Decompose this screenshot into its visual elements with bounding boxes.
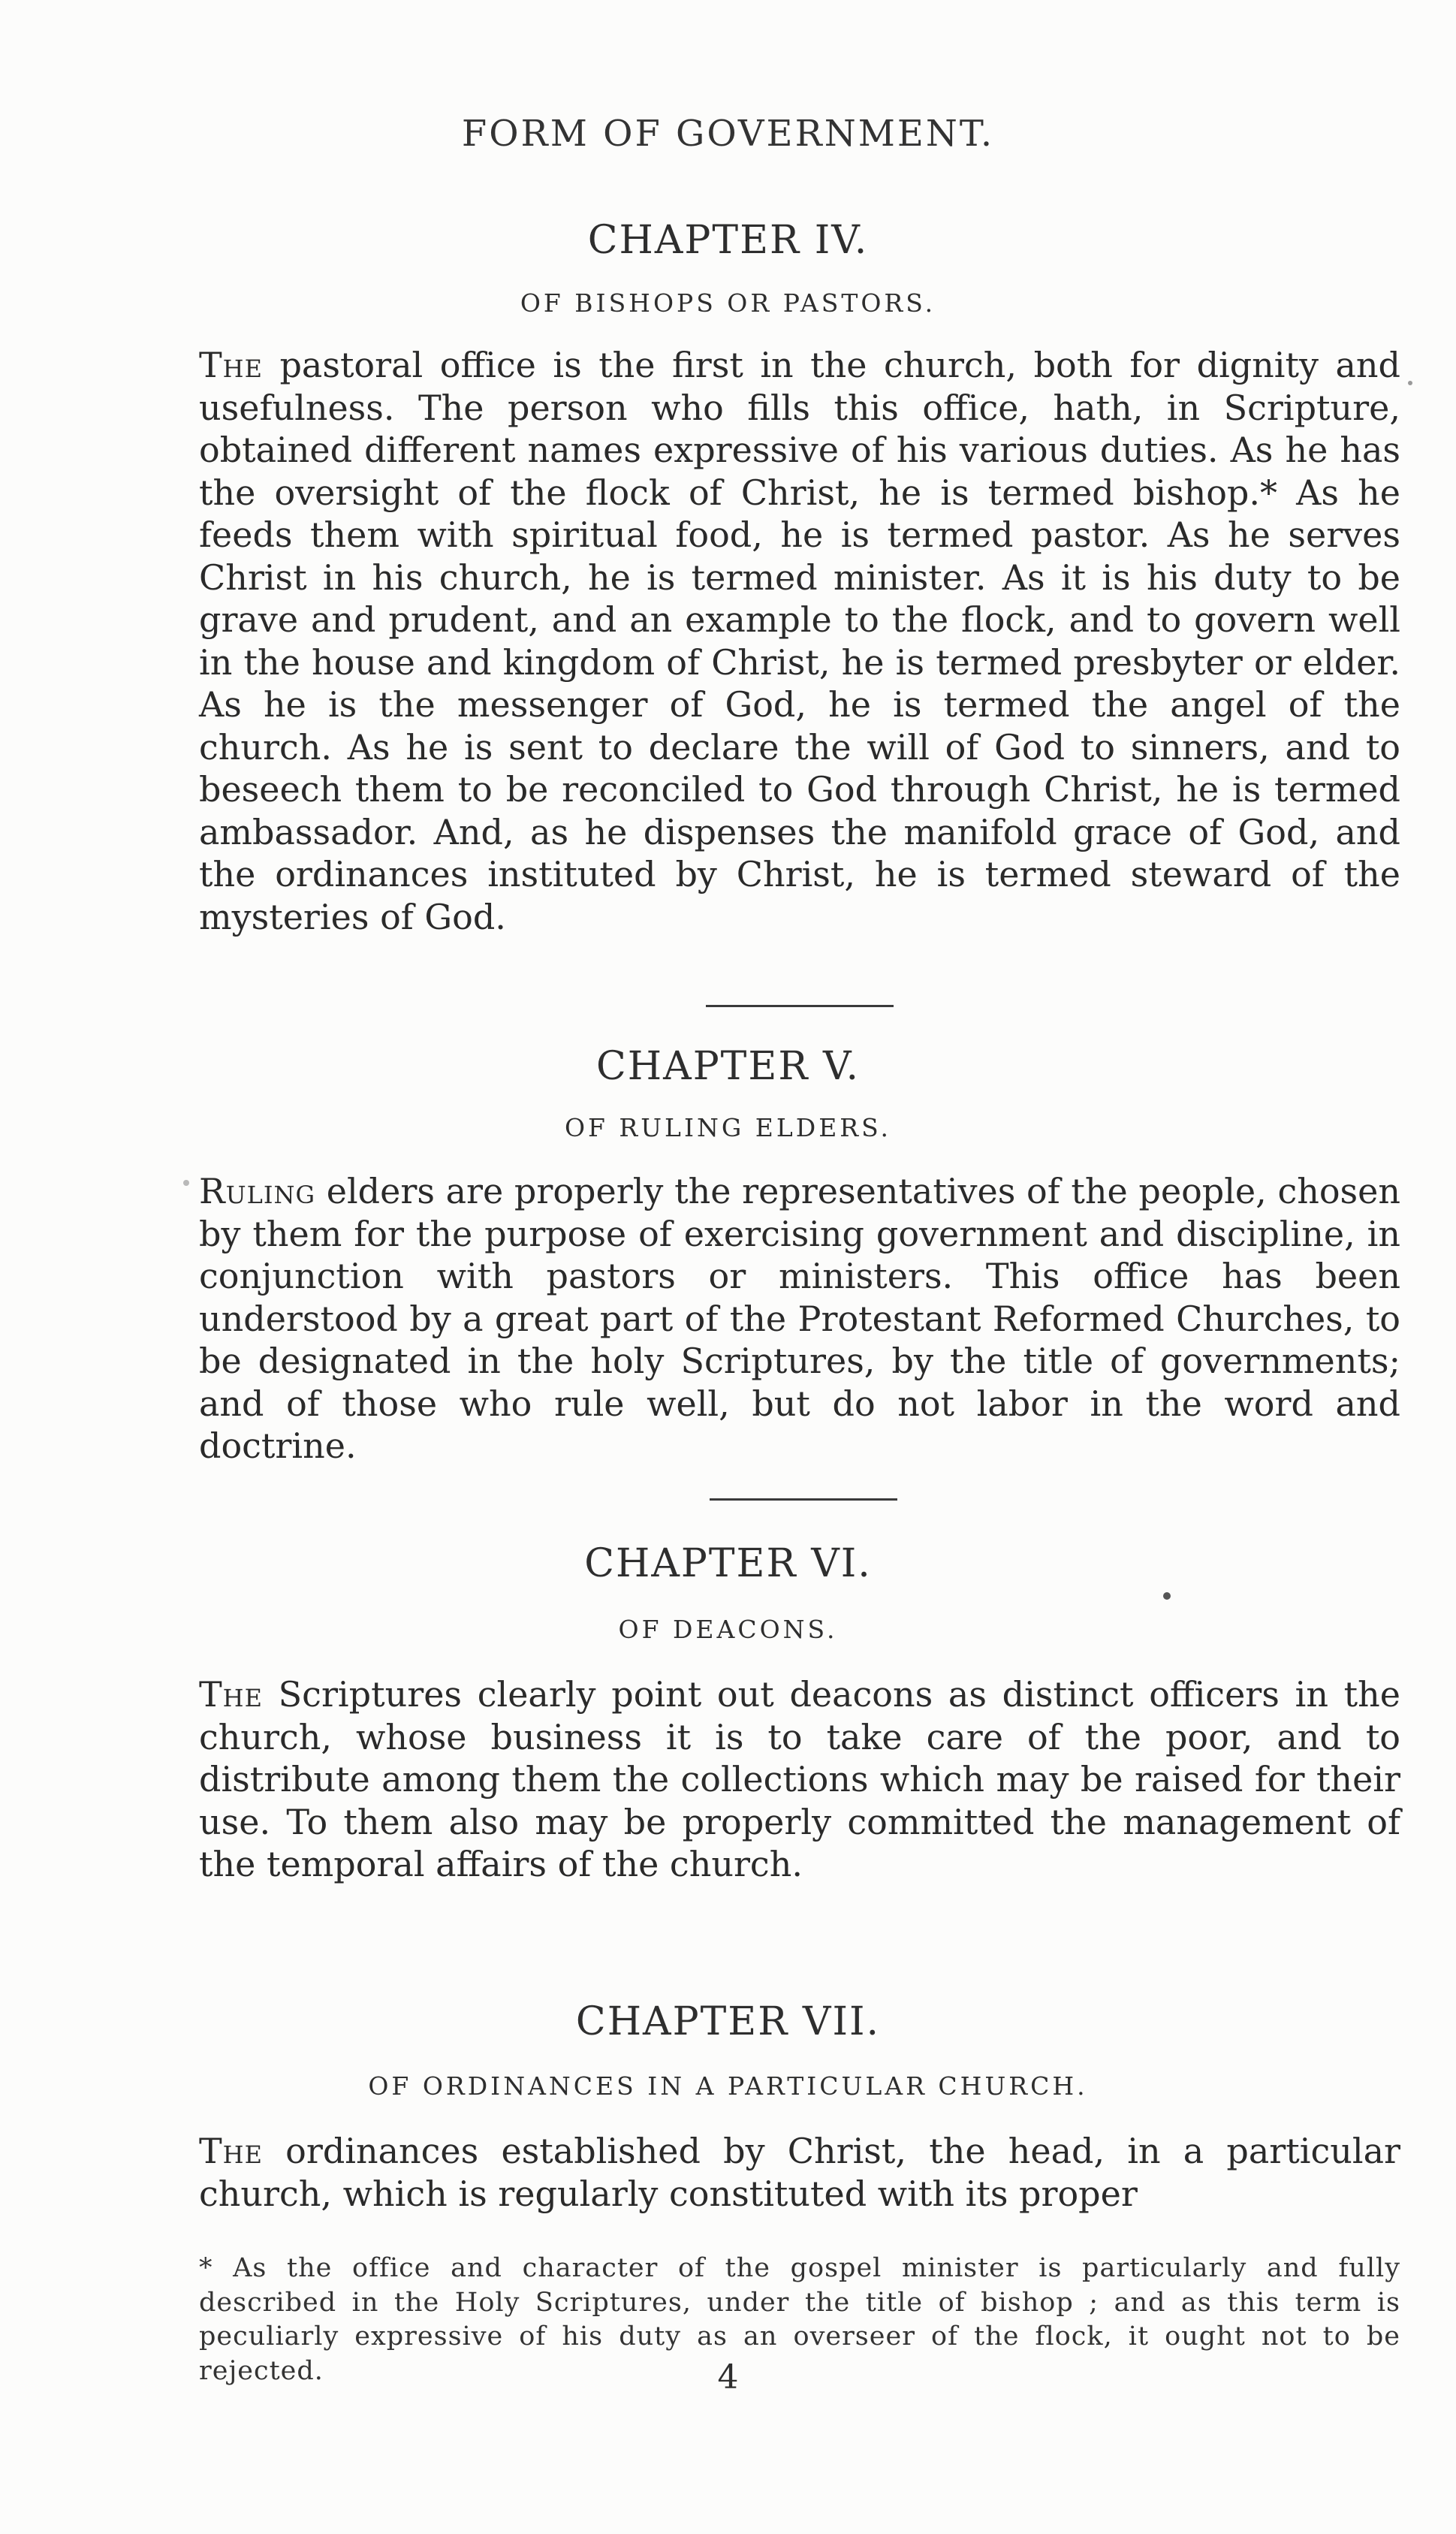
chapter-4-title: CHAPTER IV. [587, 218, 869, 263]
chapter-4-subtitle: OF BISHOPS OR PASTORS. [520, 288, 936, 318]
chapter-5-text: elders are properly the representatives of the people, chosen by them for the purpose of exercising government and discipline, in conjunction with pastors or ministers. This office has been understood by a great part of the Protestant Reformed Churches, to be designated in the holy Scriptures, by the title of governments; and of those who rule well, but do not labor in the word and doctrine. [199, 1171, 1400, 1466]
chapter-7-title: CHAPTER VII. [575, 1999, 881, 2044]
footnote: * As the office and character of the gospel minister is particularly and fully described in the Holy Scriptures, under the title of bishop ; and as this term is peculiarly expressive of his duty as an overseer of the flock, it ought not to be rejected. [199, 2253, 1400, 2386]
chapter-4-lead-word: The [199, 345, 263, 385]
chapter-7-text: ordinances established by Christ, the head, in a particular church, which is regularly constituted with its proper [199, 2131, 1400, 2214]
chapter-6-title: CHAPTER VI. [584, 1541, 872, 1586]
chapter-5-lead-word: Ruling [199, 1171, 316, 1211]
chapter-6-subtitle: OF DEACONS. [618, 1615, 838, 1644]
chapter-6-lead-word: The [199, 1674, 263, 1715]
chapter-4-text: pastoral office is the first in the church, both for dignity and usefulness. The person who fills this office, hath, in Scripture, obtained different names expressive of his various duties. As he has the oversight of the flock of Christ, he is termed bishop.* As he feeds them with spiritual food, he is termed pastor. As he serves Christ in his church, he is termed minister. As it is his duty to be grave and prudent, and an example to the flock, and to govern well in the house and kingdom of Christ, he is termed presbyter or elder. As he is the messenger of God, he is termed the angel of the church. As he is sent to declare the will of God to sinners, and to beseech them to be reconciled to God through Christ, he is termed ambassador. And, as he dispenses the manifold grace of God, and the ordinances instituted by Christ, he is termed steward of the mysteries of God. [199, 345, 1400, 937]
chapter-7-subtitle: OF ORDINANCES IN A PARTICULAR CHURCH. [368, 2071, 1088, 2101]
page-number: 4 [717, 2358, 739, 2397]
chapter-5-title: CHAPTER V. [596, 1044, 860, 1089]
chapter-7-lead-word: The [199, 2131, 263, 2171]
scan-speck [1163, 1592, 1171, 1600]
running-head: FORM OF GOVERNMENT. [461, 113, 995, 155]
chapter-6-text: Scriptures clearly point out deacons as distinct officers in the church, whose business it is to take care of the poor, and to distribute among them the collections which may be raised for their use. To them also may be properly committed the management of the temporal affairs of the church. [199, 1674, 1400, 1884]
scan-speck [183, 1180, 189, 1186]
chapter-5-subtitle: OF RULING ELDERS. [564, 1113, 892, 1142]
scan-speck [1408, 381, 1412, 385]
